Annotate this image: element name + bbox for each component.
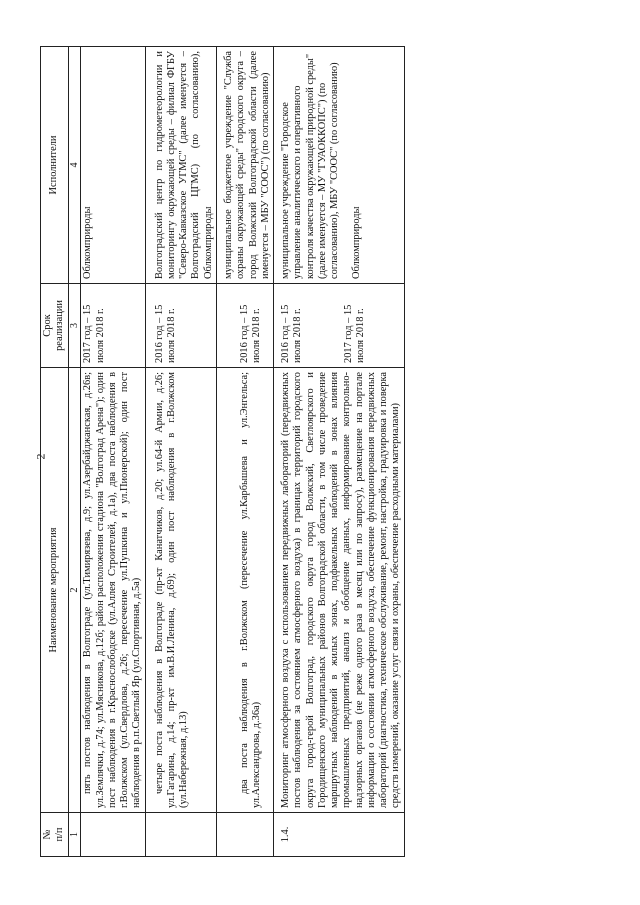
row-executors: Волгоградский центр по гидрометеорологии и мониторингу окружающей среды – филиал ФГБУ "Северо-Кавказское УГМС" (далее именуется – Волгоградский ЦГМС) (по согласованию), Облкомприроды (145, 47, 216, 284)
row-executors: муниципальное бюджетное учреждение "Служба охраны окружающей среды" городского округа – город Волжский Волгоградской области (далее именуется – МБУ "СООС") (по согласованию) (216, 47, 273, 284)
header-numbers-row (68, 47, 81, 857)
row-text: два поста наблюдения в г.Волжском (пересечение ул.Карбышева и ул.Энгельса; ул.Александрова, д.36а) (216, 368, 273, 813)
table-row (216, 47, 273, 857)
row-term (274, 284, 405, 368)
header-number: 4 (68, 47, 81, 284)
row-num (216, 813, 273, 857)
measures-table (40, 46, 405, 857)
row-num (145, 813, 216, 857)
row-executors-1: муниципальное учреждение "Городское управление аналитического и оперативного контроля качества окружающей природной среды" (далее именуется – МУ "ГУАОККОПС") (по согласованию), МБУ "СООС" (по согласованию) (280, 53, 341, 279)
row-executors-2: Облкомприроды (351, 206, 363, 279)
row-text: Мониторинг атмосферного воздуха с использованием передвижных лабораторий (передвижных постов наблюдения за состоянием атмосферного воздуха) в границах территорий городского округа город-герой Волгоград, городского округа город Волжский, Светлоярского и Городищенского муниципальных районов Волгоградской области, в том числе проведение маршрутных наблюдений в жилых зонах, подфакельных наблюдений в зонах влияния промышленных предприятий, анализ и обобщение данных, информирование контрольно-надзорных органов (не реже одного раза в месяц или по запросу), размещение на портале информации о состоянии атмосферного воздуха, обеспечение функционирования передвижных лабораторий (диагностика, техническое обслуживание, ремонт, настройка, градуировка и поверка средств измерений, оказание услуг связи и охраны, обеспечение расходными материалами) (274, 368, 405, 813)
header-executors: Исполнители (41, 47, 69, 284)
header-term: Срок реализации (41, 284, 69, 368)
row-text: пять постов наблюдения в Волгограде (ул.Тимирязева, д.9; ул.Азербайджанская, д.26в; ул.Землячки, д.74; ул.Мясникова, д.12б; район расположения стадиона "Волгоград Арена"); один пост наблюдения в г.Краснослободске (ул.Аллея Строителей, д.1а), два поста наблюдения в г.Волжском (ул.Свердлова, д.26; пересечение ул.Пушкина и ул.Пионерской); один пост наблюдения в р.п.Светлый Яр (ул.Спортивная, д.5а) (81, 368, 145, 813)
row-text: четыре поста наблюдения в Волгограде (пр-кт Канатчиков, д.20; ул.64-й Армии, д.26; ул.Гагарина, д.14; пр-кт им.В.И.Ленина, д.69); один пост наблюдения в г.Волжском (ул.Набережная, д.13) (145, 368, 216, 813)
rotated-page (40, 47, 600, 857)
header-num: № п/п (41, 813, 69, 857)
row-num (81, 813, 145, 857)
table-header-row (41, 47, 69, 857)
header-number: 1 (68, 813, 81, 857)
row-term-2: 2017 год – 15 июля 2018 г. (342, 304, 366, 363)
table-row (81, 47, 145, 857)
header-number: 3 (68, 284, 81, 368)
header-number: 2 (68, 368, 81, 813)
row-term: 2017 год – 15 июля 2018 г. (81, 284, 145, 368)
table-row (145, 47, 216, 857)
header-name: Наименование мероприятия (41, 368, 69, 813)
row-term: 2016 год – 15 июля 2018 г. (145, 284, 216, 368)
row-executors: Облкомприроды (81, 47, 145, 284)
row-executors (274, 47, 405, 284)
page-number: 2 (33, 453, 48, 460)
row-num: 1.4. (274, 813, 405, 857)
table-row (274, 47, 405, 857)
row-term: 2016 год – 15 июля 2018 г. (216, 284, 273, 368)
row-term-1: 2016 год – 15 июля 2018 г. (280, 304, 304, 363)
